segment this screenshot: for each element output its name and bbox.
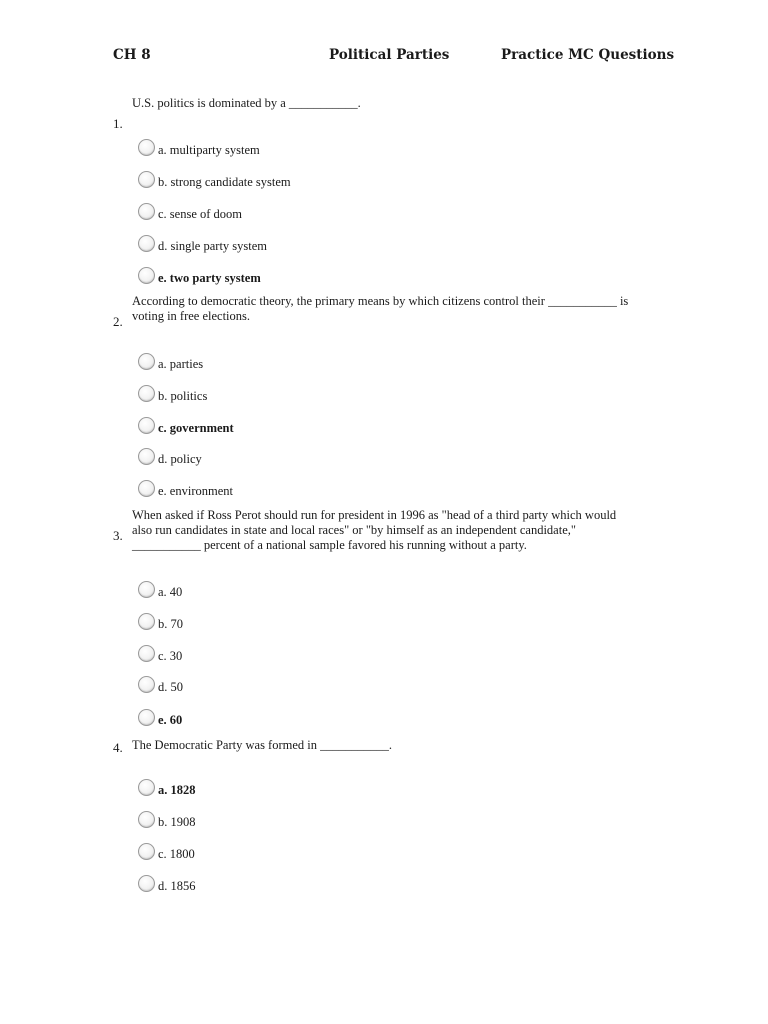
answer-option[interactable] [138,203,242,225]
radio-button-icon[interactable] [138,448,155,465]
answer-option[interactable] [138,875,196,897]
option-label: a. parties [158,356,204,371]
option-label: e. environment [158,483,233,498]
answer-option[interactable] [138,448,202,470]
radio-button-icon[interactable] [138,875,155,892]
answer-option[interactable] [138,235,267,257]
question-number: 1. [113,116,123,131]
page-subtitle: Practice MC Questions [501,47,675,63]
answer-option[interactable] [138,171,291,193]
radio-button-icon[interactable] [138,385,155,402]
question-text: The Democratic Party was formed in ___________. [132,738,393,752]
option-label: e. 60 [158,712,183,727]
radio-button-icon[interactable] [138,480,155,497]
answer-option[interactable] [138,480,233,502]
answer-option[interactable] [138,843,195,865]
radio-button-icon[interactable] [138,613,155,630]
radio-button-icon[interactable] [138,171,155,188]
option-label: b. politics [158,388,208,403]
radio-button-icon[interactable] [138,709,155,726]
radio-button-icon[interactable] [138,581,155,598]
answer-option[interactable] [138,811,196,833]
radio-button-icon[interactable] [138,353,155,370]
radio-button-icon[interactable] [138,235,155,252]
option-label: c. 1800 [158,846,195,861]
question-text: According to democratic theory, the primary means by which citizens control their ___________ is voting in free elections. [132,294,629,323]
option-label: c. 30 [158,648,183,663]
radio-button-icon[interactable] [138,645,155,662]
question-text: When asked if Ross Perot should run for president in 1996 as "head of a third party which would also run candidates in state and local races" or "by himself as an independent candidate," ___________ percent of a national sample favored his running without a party. [132,508,617,552]
page-header [0,47,768,67]
option-label: d. 50 [158,679,183,694]
answer-option[interactable] [138,417,234,439]
answer-option[interactable] [138,645,182,667]
radio-button-icon[interactable] [138,139,155,156]
option-label: e. two party system [158,270,261,285]
option-label: a. 1828 [158,782,196,797]
option-label: c. sense of doom [158,206,243,221]
answer-option[interactable] [138,779,196,801]
radio-button-icon[interactable] [138,417,155,434]
answer-option[interactable] [138,267,261,289]
question-number: 2. [113,314,123,329]
option-label: a. 40 [158,584,183,599]
option-label: b. 1908 [158,814,196,829]
option-label: a. multiparty system [158,142,260,157]
chapter-label: CH 8 [113,47,151,63]
question-text: U.S. politics is dominated by a ___________. [132,96,361,110]
answer-option[interactable] [138,353,203,375]
answer-option[interactable] [138,385,207,407]
option-label: b. 70 [158,616,183,631]
question-number: 4. [113,740,123,755]
answer-option[interactable] [138,676,183,698]
answer-option[interactable] [138,613,183,635]
question-number: 3. [113,528,123,543]
option-label: c. government [158,420,234,435]
answer-option[interactable] [138,709,182,731]
radio-button-icon[interactable] [138,267,155,284]
radio-button-icon[interactable] [138,203,155,220]
option-label: d. policy [158,451,202,466]
answer-option[interactable] [138,581,182,603]
answer-option[interactable] [138,139,260,161]
option-label: b. strong candidate system [158,174,291,189]
option-label: d. 1856 [158,878,196,893]
radio-button-icon[interactable] [138,676,155,693]
radio-button-icon[interactable] [138,779,155,796]
page-title: Political Parties [329,47,450,63]
radio-button-icon[interactable] [138,811,155,828]
radio-button-icon[interactable] [138,843,155,860]
option-label: d. single party system [158,238,268,253]
